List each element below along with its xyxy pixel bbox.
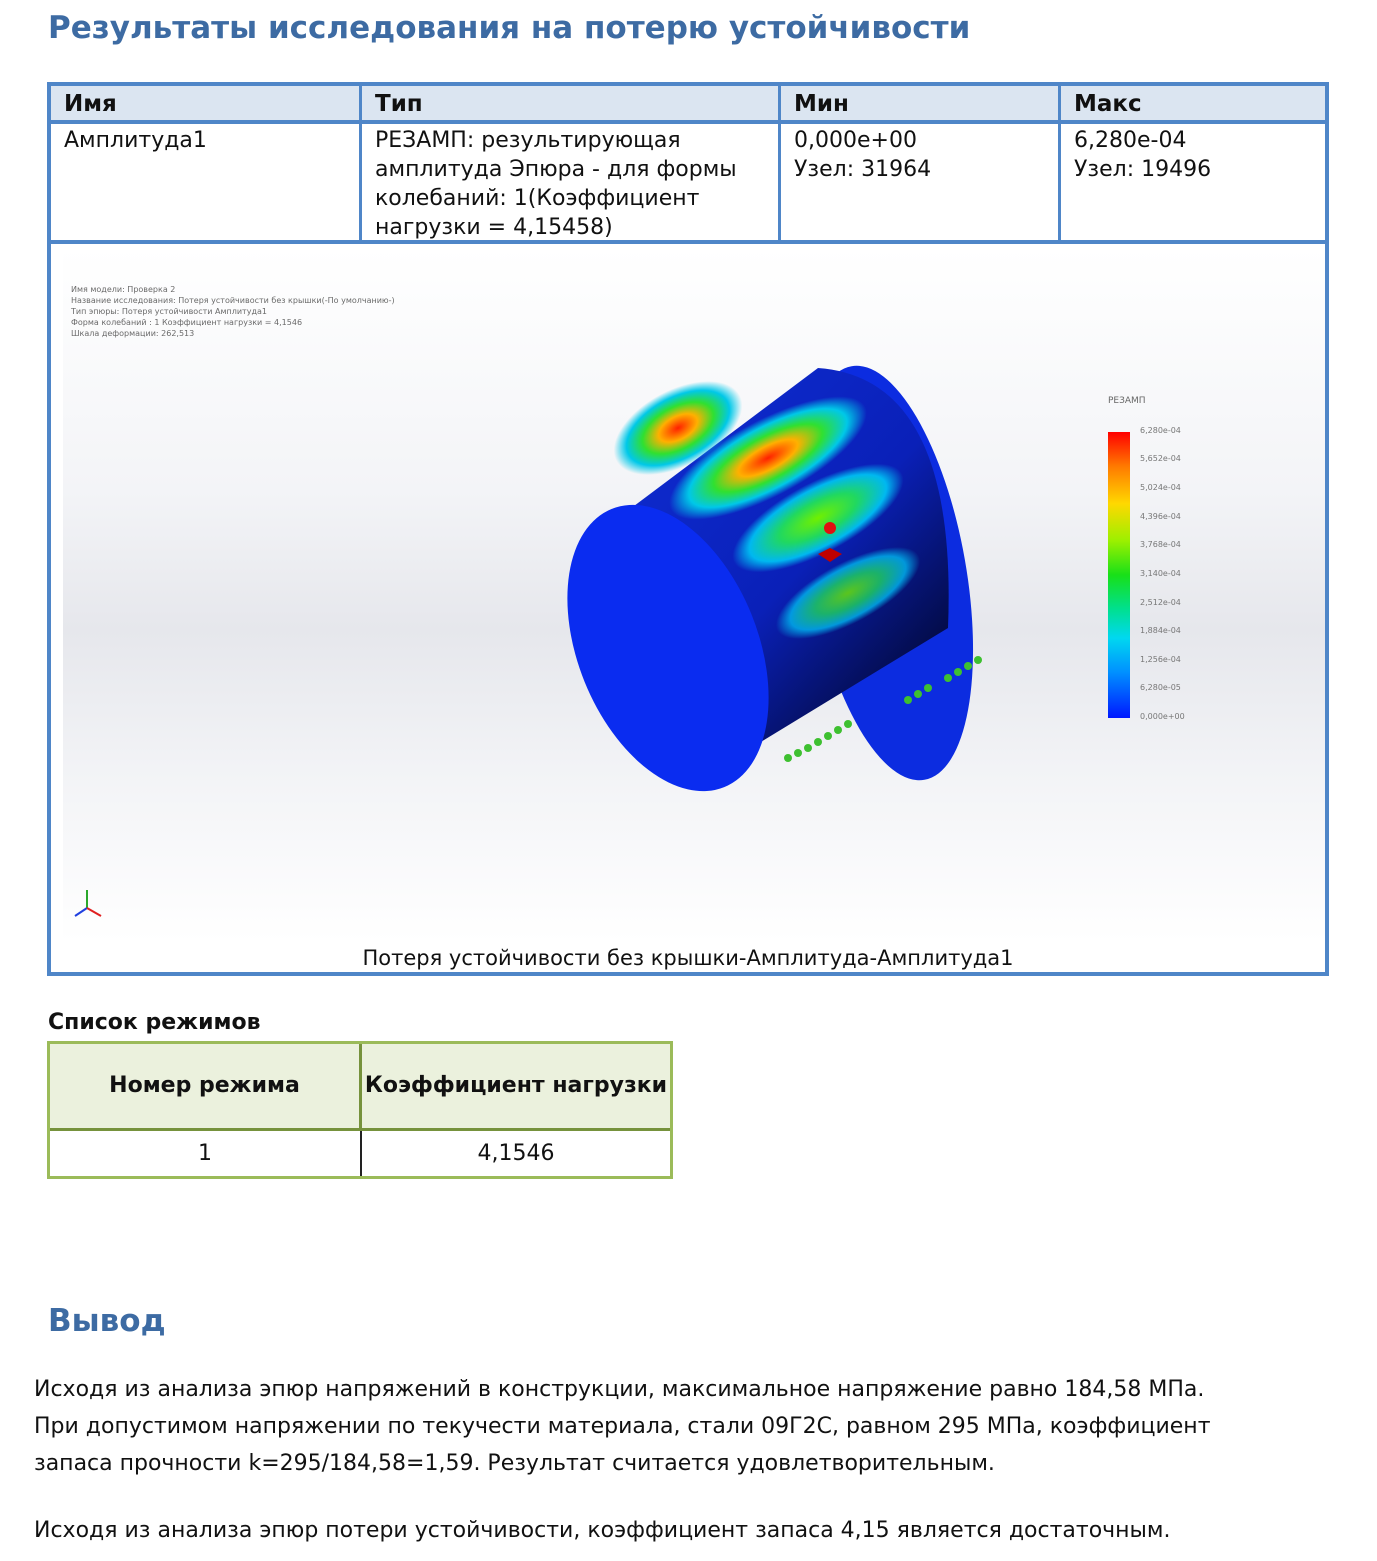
page-title: Результаты исследования на потерю устойчивости: [48, 10, 971, 46]
legend-tick: 5,024e-04: [1140, 483, 1181, 492]
type-line: колебаний: 1(Коэффициент: [375, 186, 700, 211]
legend-tick: 1,256e-04: [1140, 655, 1181, 664]
type-line: амплитуда Эпюра - для формы: [375, 157, 737, 182]
conclusion-paragraph-2: Исходя из анализа эпюр потери устойчивости, коэффициент запаса 4,15 является достаточным.: [34, 1518, 1171, 1543]
cylinder-model-image: [518, 348, 988, 808]
modes-table: [47, 1041, 673, 1179]
legend-tick: 3,140e-04: [1140, 569, 1181, 578]
plot-metadata: [71, 284, 395, 339]
legend-tick: 3,768e-04: [1140, 540, 1181, 549]
cell-min: [781, 124, 1061, 244]
axis-triad-icon: [71, 888, 103, 920]
cell-mode-number: 1: [50, 1131, 362, 1176]
max-value: 6,280e-04: [1074, 128, 1187, 153]
header-name: Имя: [51, 86, 362, 124]
header-load-factor: Коэффициент нагрузки: [364, 1073, 668, 1098]
cell-max: [1061, 124, 1325, 244]
legend-tick: 0,000e+00: [1140, 712, 1185, 721]
color-legend: [1108, 396, 1238, 726]
legend-tick: 2,512e-04: [1140, 598, 1181, 607]
header-type: Тип: [362, 86, 781, 124]
header-min: Мин: [781, 86, 1061, 124]
max-node: Узел: 19496: [1074, 157, 1212, 182]
modes-list-title: Список режимов: [48, 1010, 261, 1035]
min-node: Узел: 31964: [794, 157, 932, 182]
min-value: 0,000e+00: [794, 128, 917, 153]
meta-line: Имя модели: Проверка 2: [71, 285, 176, 294]
paragraph-line: При допустимом напряжении по текучести материала, стали 09Г2С, равном 295 МПа, коэффициент: [34, 1414, 1211, 1439]
legend-tick: 6,280e-05: [1140, 683, 1181, 692]
cell-load-factor: 4,1546: [477, 1141, 555, 1166]
meta-line: Название исследования: Потеря устойчивости без крышки(-По умолчанию-): [71, 296, 395, 305]
legend-tick: 4,396e-04: [1140, 512, 1181, 521]
type-line: РЕЗАМП: результирующая: [375, 128, 681, 153]
paragraph-line: Исходя из анализа эпюр напряжений в конструкции, максимальное напряжение равно 184,58 МПа.: [34, 1377, 1205, 1402]
results-table: [47, 82, 1329, 976]
meta-line: Форма колебаний : 1 Коэффициент нагрузки = 4,1546: [71, 318, 303, 327]
figure-caption: Потеря устойчивости без крышки-Амплитуда-Амплитуда1: [362, 946, 1014, 970]
cell-type: [362, 124, 781, 244]
legend-tick: 1,884e-04: [1140, 626, 1181, 635]
legend-tick: 6,280e-04: [1140, 426, 1181, 435]
meta-line: Тип эпюры: Потеря устойчивости Амплитуда1: [71, 307, 267, 316]
legend-title: РЕЗАМП: [1108, 396, 1146, 406]
header-max: Макс: [1061, 86, 1325, 124]
legend-color-bar: [1108, 432, 1130, 718]
cell-name: Амплитуда1: [51, 124, 362, 244]
header-mode-number: Номер режима: [50, 1044, 362, 1128]
conclusion-paragraph-1: [34, 1371, 1354, 1482]
buckling-plot-figure: [63, 248, 1325, 942]
conclusion-heading: Вывод: [48, 1303, 166, 1339]
legend-tick: 5,652e-04: [1140, 454, 1181, 463]
paragraph-line: запаса прочности k=295/184,58=1,59. Результат считается удовлетворительным.: [34, 1451, 995, 1476]
type-line: нагрузки = 4,15458): [375, 215, 613, 240]
meta-line: Шкала деформации: 262,513: [71, 329, 195, 338]
